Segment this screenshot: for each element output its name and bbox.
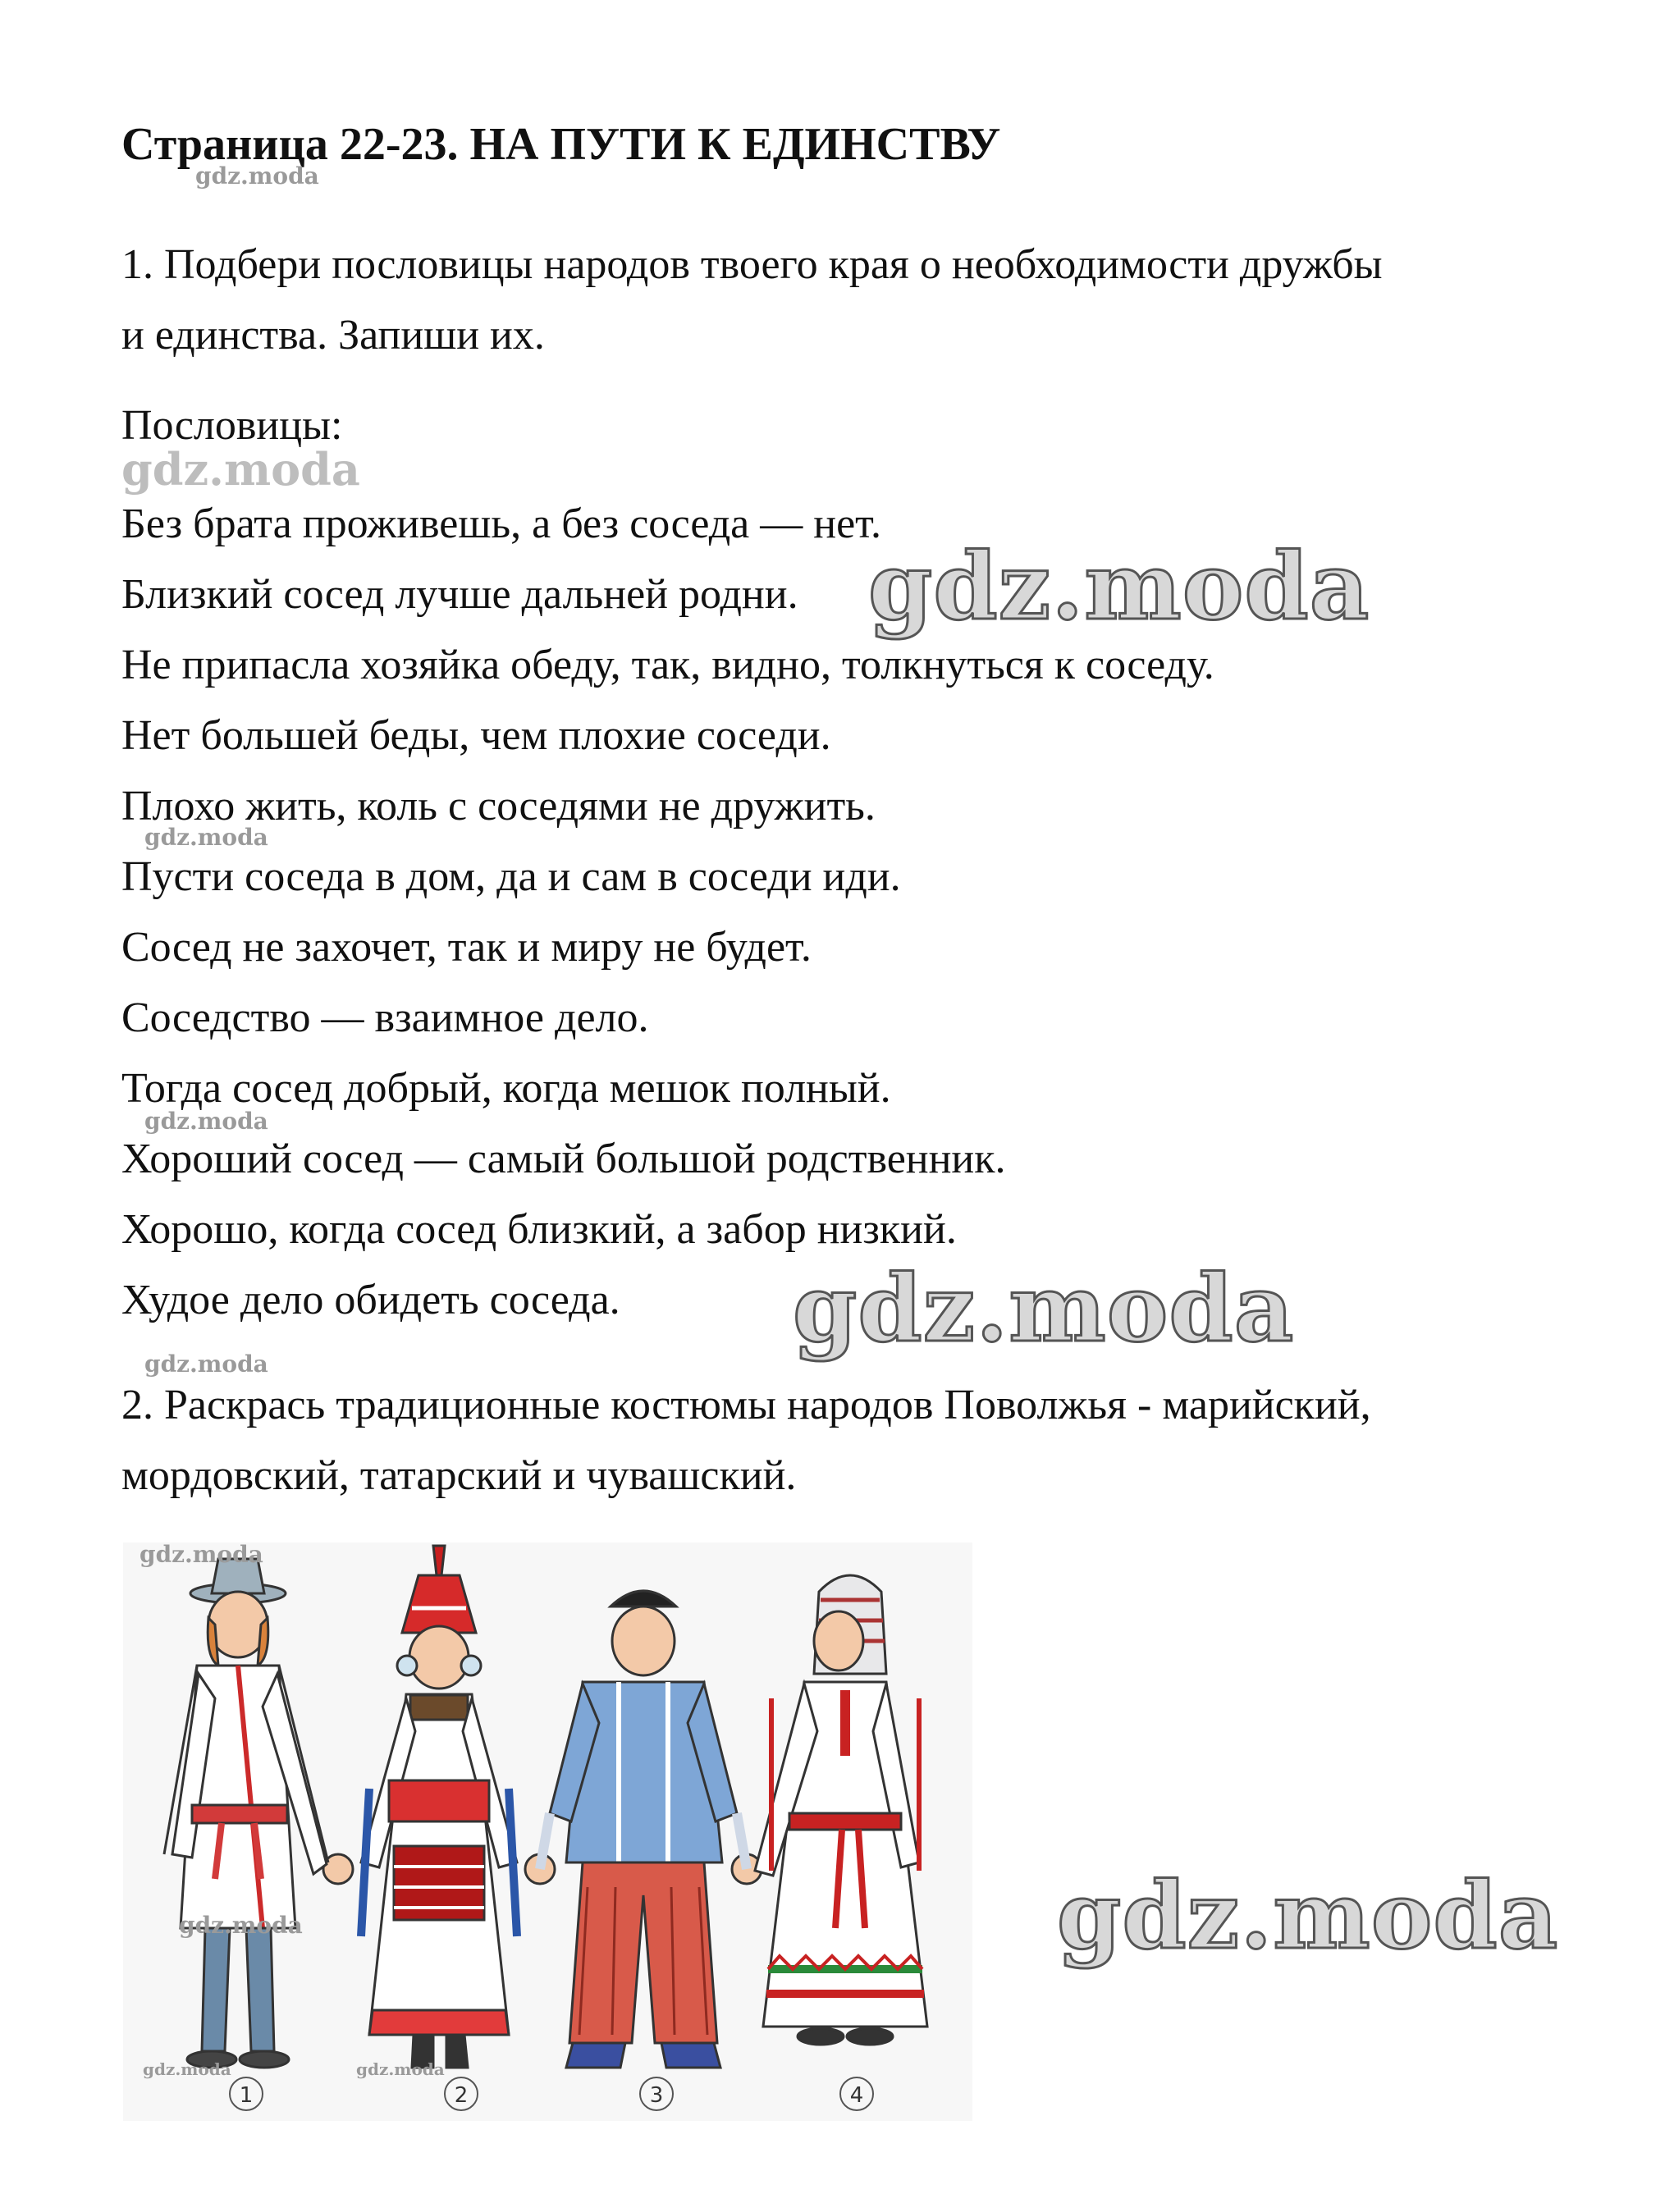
proverb-item: Пусти соседа в дом, да и сам в соседи иди. — [121, 853, 901, 900]
figure-number-1: 1 — [239, 2083, 254, 2108]
watermark: gdz.moda — [143, 2059, 231, 2079]
figure-tatar — [540, 1591, 747, 2068]
costumes-drawing — [123, 1542, 972, 2121]
watermark: gdz.moda — [1057, 1862, 1559, 1970]
proverb-item: Сосед не захочет, так и миру не будет. — [121, 924, 812, 971]
proverb-item: Плохо жить, коль с соседями не дружить. — [121, 783, 876, 830]
proverb-item: Без брата проживешь, а без соседа — нет. — [121, 500, 881, 547]
proverb-item: Худое дело обидеть соседа. — [121, 1277, 620, 1323]
proverb-item: Хорошо, когда сосед близкий, а забор низкий. — [121, 1206, 957, 1253]
proverb-item: Не припасла хозяйка обеду, так, видно, толкнуться к соседу. — [121, 642, 1214, 688]
watermark: gdz.moda — [140, 1541, 263, 1568]
watermark: gdz.moda — [144, 1108, 268, 1135]
watermark: gdz.moda — [868, 533, 1370, 641]
proverb-item: Близкий сосед лучше дальней родни. — [121, 571, 798, 618]
proverb-item: Нет большей беды, чем плохие соседи. — [121, 712, 831, 759]
task2-text-line2: мордовский, татарский и чувашский. — [121, 1452, 797, 1499]
figure-mordvin — [361, 1546, 517, 2068]
figure-number-4: 4 — [849, 2083, 864, 2108]
watermark: gdz.moda — [144, 824, 268, 851]
figure-mari — [164, 1559, 328, 2068]
page-title: Страница 22-23. НА ПУТИ К ЕДИНСТВУ — [121, 119, 1001, 170]
figure-chuvash — [755, 1575, 927, 2045]
proverb-item: Соседство — взаимное дело. — [121, 994, 649, 1041]
watermark: gdz.moda — [793, 1255, 1295, 1363]
proverb-item: Хороший сосед — самый большой родственник. — [121, 1136, 1006, 1182]
watermark: gdz.moda — [356, 2059, 445, 2079]
figure-number-2: 2 — [454, 2083, 469, 2108]
watermark: gdz.moda — [144, 1351, 268, 1378]
task1-text-line2: и единства. Запиши их. — [121, 312, 545, 359]
watermark: gdz.moda — [179, 1912, 303, 1939]
figure-number-3: 3 — [649, 2083, 664, 2108]
task2-text-line1: 2. Раскрась традиционные костюмы народов Поволжья - марийский, — [121, 1382, 1371, 1428]
task1-text-line1: 1. Подбери пословицы народов твоего края о необходимости дружбы — [121, 241, 1383, 288]
watermark: gdz.moda — [195, 162, 319, 190]
proverb-item: Тогда сосед добрый, когда мешок полный. — [121, 1065, 891, 1112]
watermark: gdz.moda — [121, 443, 360, 496]
proverbs-heading: Пословицы: — [121, 402, 343, 449]
costumes-illustration — [123, 1542, 972, 2121]
